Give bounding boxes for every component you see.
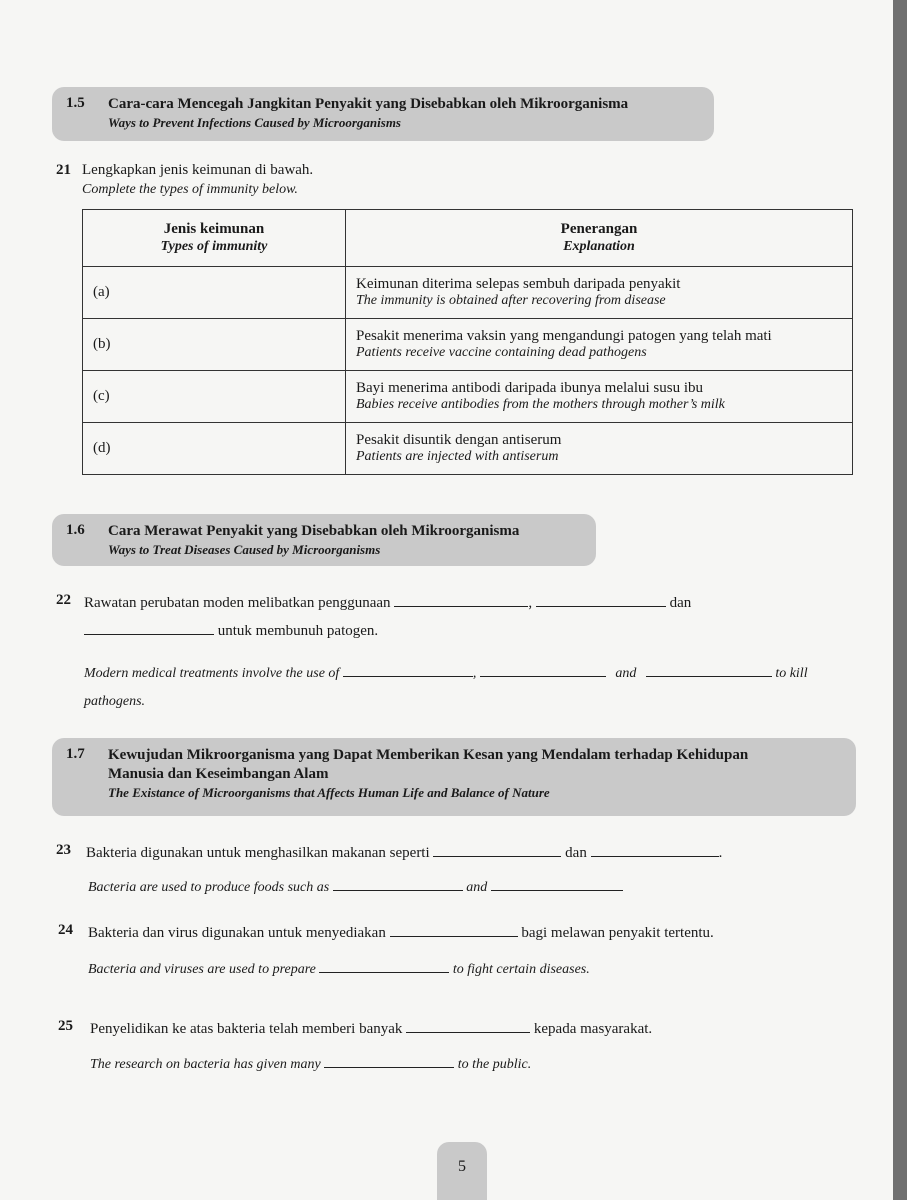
section-subtitle: Ways to Prevent Infections Caused by Microorganisms (108, 115, 401, 130)
answer-blank[interactable] (646, 662, 772, 677)
question-number: 23 (56, 842, 71, 858)
conjunction: dan (565, 845, 587, 861)
explanation-cell (346, 319, 853, 371)
question-text-en (90, 1053, 531, 1073)
answer-blank[interactable] (394, 592, 528, 607)
comma: , (528, 595, 533, 611)
section-header-1-5 (52, 87, 714, 141)
question-text-part: Bakteria digunakan untuk menghasilkan makanan seperti (86, 845, 430, 861)
explanation-ms: Pesakit menerima vaksin yang mengandungi patogen yang telah mati (356, 328, 772, 344)
answer-cell[interactable] (83, 267, 346, 319)
answer-blank[interactable] (319, 958, 449, 973)
answer-blank[interactable] (406, 1018, 530, 1033)
question-text-part: Bacteria and viruses are used to prepare (88, 962, 316, 977)
answer-cell[interactable] (83, 319, 346, 371)
question-number: 22 (56, 592, 71, 608)
explanation-cell (346, 267, 853, 319)
page-number: 5 (437, 1142, 487, 1200)
explanation-en: Patients are injected with antiserum (356, 449, 559, 464)
explanation-ms: Keimunan diterima selepas sembuh daripada penyakit (356, 276, 681, 292)
section-header-1-7 (52, 738, 856, 816)
question-text (88, 922, 714, 942)
question-text-en (88, 958, 590, 978)
section-title: Kewujudan Mikroorganisma yang Dapat Memberikan Kesan yang Mendalam terhadap Kehidupan (108, 747, 749, 763)
section-title: Manusia dan Keseimbangan Alam (108, 766, 329, 782)
explanation-cell (346, 371, 853, 423)
answer-blank[interactable] (84, 620, 214, 635)
page-edge-shadow (893, 0, 907, 1200)
column-header-en: Explanation (563, 239, 635, 254)
table-row (83, 319, 853, 371)
section-number: 1.6 (66, 522, 85, 538)
question-number: 25 (58, 1018, 73, 1034)
question-text (90, 1018, 652, 1038)
answer-cell[interactable] (83, 371, 346, 423)
question-text (86, 842, 722, 862)
table-row (83, 423, 853, 475)
conjunction: dan (669, 595, 692, 611)
explanation-en: The immunity is obtained after recovering from disease (356, 293, 666, 308)
question-text: Lengkapkan jenis keimunan di bawah. (82, 162, 314, 178)
column-header-ms: Jenis keimunan (163, 221, 265, 237)
question-text-part: to fight certain diseases. (452, 962, 590, 977)
table-row (83, 267, 853, 319)
section-header-1-6 (52, 514, 596, 566)
answer-blank[interactable] (333, 876, 463, 891)
row-label: (d) (93, 440, 111, 456)
answer-blank[interactable] (324, 1053, 454, 1068)
conjunction: and (615, 666, 637, 681)
question-text (84, 620, 378, 640)
section-subtitle: Ways to Treat Diseases Caused by Microorganisms (108, 542, 381, 557)
answer-blank[interactable] (536, 592, 666, 607)
section-subtitle: The Existance of Microorganisms that Affects Human Life and Balance of Nature (108, 785, 550, 800)
question-text-part: to the public. (457, 1057, 532, 1072)
answer-blank[interactable] (390, 922, 518, 937)
section-number: 1.7 (66, 746, 85, 762)
row-label: (a) (93, 284, 110, 300)
question-number: 21 (56, 162, 71, 178)
answer-blank[interactable] (343, 662, 473, 677)
explanation-en: Babies receive antibodies from the mothers through mother’s milk (356, 397, 725, 412)
section-title: Cara Merawat Penyakit yang Disebabkan oleh Mikroorganisma (108, 523, 520, 539)
question-text-part: to kill (775, 666, 808, 681)
question-text-part: The research on bacteria has given many (90, 1057, 321, 1072)
answer-blank[interactable] (480, 662, 606, 677)
section-title: Cara-cara Mencegah Jangkitan Penyakit yang Disebabkan oleh Mikroorganisma (108, 96, 629, 112)
column-header-en: Types of immunity (160, 239, 268, 254)
answer-cell[interactable] (83, 423, 346, 475)
question-text-part: Bakteria dan virus digunakan untuk menyediakan (88, 925, 386, 941)
full-stop: . (718, 845, 723, 861)
question-text-en (88, 876, 623, 896)
section-number: 1.5 (66, 95, 85, 111)
question-text-part: Bacteria are used to produce foods such as (88, 880, 330, 895)
answer-blank[interactable] (433, 842, 561, 857)
table-header-row (83, 210, 853, 267)
question-text-part: bagi melawan penyakit tertentu. (521, 925, 714, 941)
question-number: 24 (58, 922, 73, 938)
question-text-en: Complete the types of immunity below. (82, 182, 298, 197)
question-text-part: Penyelidikan ke atas bakteria telah memberi banyak (90, 1021, 403, 1037)
immunity-table (82, 209, 853, 475)
question-text-part: Modern medical treatments involve the use of (84, 666, 340, 681)
conjunction: and (466, 880, 488, 895)
table-row (83, 371, 853, 423)
question-text-part: Rawatan perubatan moden melibatkan penggunaan (84, 595, 391, 611)
answer-blank[interactable] (491, 876, 623, 891)
row-label: (c) (93, 388, 110, 404)
column-header (346, 210, 853, 267)
explanation-ms: Bayi menerima antibodi daripada ibunya melalui susu ibu (356, 380, 703, 396)
explanation-en: Patients receive vaccine containing dead pathogens (356, 345, 647, 360)
answer-blank[interactable] (591, 842, 719, 857)
question-text-en: pathogens. (84, 694, 146, 709)
row-label: (b) (93, 336, 111, 352)
question-text (84, 592, 691, 612)
question-text-part: untuk membunuh patogen. (217, 623, 379, 639)
explanation-cell (346, 423, 853, 475)
column-header (83, 210, 346, 267)
explanation-ms: Pesakit disuntik dengan antiserum (356, 432, 562, 448)
question-text-en: Modern medical treatments involve the use of , and to kill (84, 662, 808, 682)
column-header-ms: Penerangan (560, 221, 638, 237)
question-text-part: kepada masyarakat. (533, 1021, 653, 1037)
